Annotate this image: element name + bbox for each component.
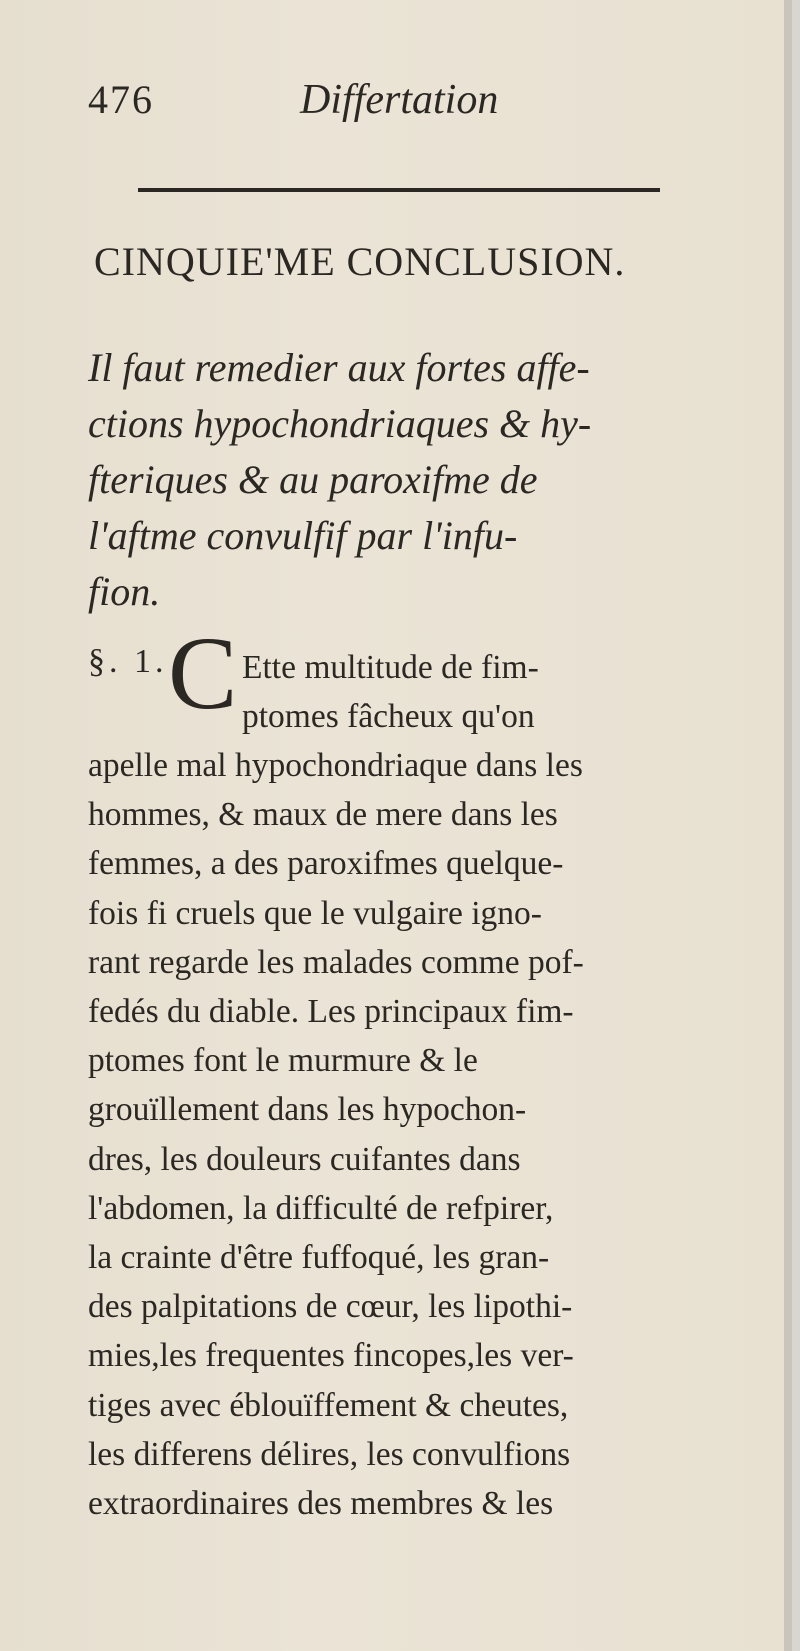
drop-cap: C bbox=[168, 616, 238, 731]
proposition-line: l'aftme convulfif par l'infu- bbox=[88, 513, 518, 558]
page-edge bbox=[784, 0, 792, 1651]
proposition-line: fion. bbox=[88, 569, 161, 614]
running-title: Differtation bbox=[300, 77, 499, 123]
text-line: mies,les frequentes fincopes,les ver- bbox=[88, 1337, 574, 1375]
text-line: rant regarde les malades comme pof- bbox=[88, 943, 584, 981]
running-head bbox=[88, 72, 708, 132]
proposition-line: fteriques & au paroxifme de bbox=[88, 457, 538, 502]
text-line: ptomes fâcheux qu'on bbox=[242, 698, 535, 735]
text-line: extraordinaires des membres & les bbox=[88, 1485, 554, 1523]
paragraph-opening bbox=[242, 643, 732, 741]
text-line: dres, les douleurs cuifantes dans bbox=[88, 1140, 521, 1178]
text-line: Ette multitude de fim- bbox=[242, 649, 539, 686]
proposition-line: ctions hypochondriaques & hy- bbox=[88, 401, 592, 446]
text-line: femmes, a des paroxifmes quelque- bbox=[88, 845, 564, 883]
text-line: fois fi cruels que le vulgaire igno- bbox=[88, 894, 542, 932]
proposition-line: Il faut remedier aux fortes affe- bbox=[88, 345, 590, 390]
text-line: apelle mal hypochondriaque dans les bbox=[88, 747, 583, 784]
text-line: tiges avec éblouïffement & cheutes, bbox=[88, 1386, 569, 1424]
text-line: l'abdomen, la difficulté de refpirer, bbox=[88, 1189, 554, 1227]
paragraph-number: §. 1. bbox=[88, 643, 168, 680]
text-line: la crainte d'être fuffoqué, les gran- bbox=[88, 1239, 550, 1277]
text-line: les differens délires, les convulfions bbox=[88, 1435, 571, 1473]
header-rule bbox=[138, 188, 660, 192]
text-line: ptomes font le murmure & le bbox=[88, 1042, 478, 1080]
text-line: grouïllement dans les hypochon- bbox=[88, 1091, 527, 1129]
text-line: des palpitations de cœur, les lipothi- bbox=[88, 1288, 573, 1326]
paragraph-body bbox=[88, 741, 730, 1528]
section-heading: CINQUIE'ME CONCLUSION. bbox=[94, 239, 626, 284]
page-number: 476 bbox=[88, 77, 154, 122]
text-line: fedés du diable. Les principaux fim- bbox=[88, 993, 574, 1031]
proposition bbox=[88, 340, 728, 620]
text-line: hommes, & maux de mere dans les bbox=[88, 796, 558, 834]
